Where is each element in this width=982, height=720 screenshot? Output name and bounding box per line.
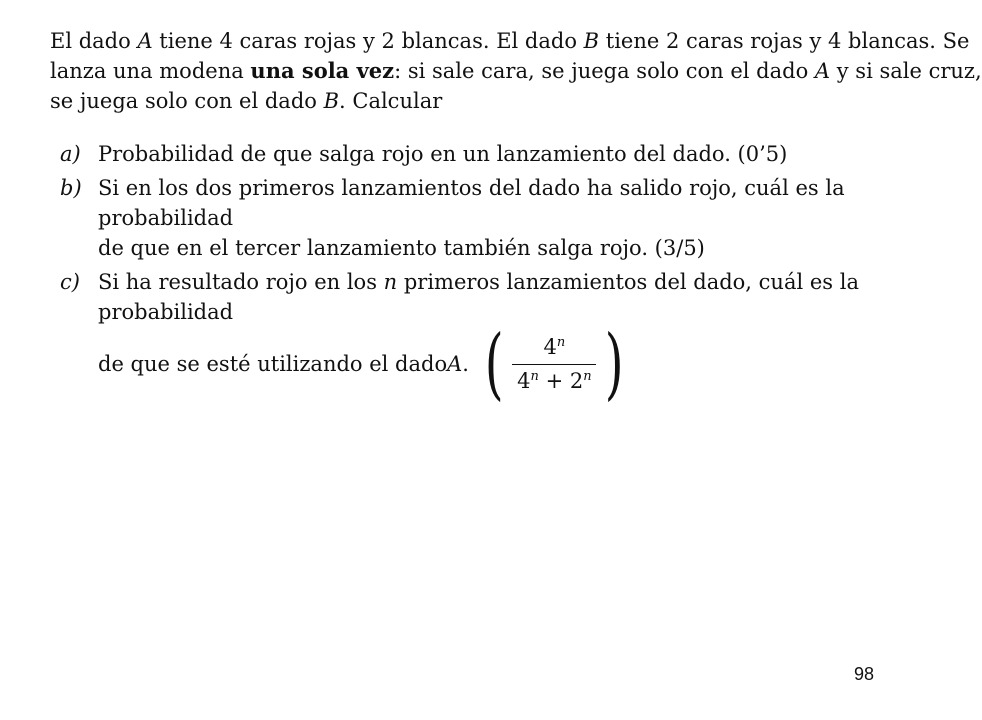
- question-text: .: [462, 352, 469, 376]
- n-variable: n: [383, 270, 398, 294]
- statement-text: lanza una modena: [50, 59, 251, 83]
- die-a-variable: A: [447, 352, 463, 376]
- question-text: primeros lanzamientos del dado, cuál es la probabilidad: [98, 270, 859, 324]
- question-text: Probabilidad de que salga rojo en un lanzamiento del dado. (0’5): [98, 142, 788, 166]
- die-b-variable: B: [323, 89, 340, 113]
- problem-statement: [50, 26, 982, 116]
- question-label: c): [60, 270, 80, 294]
- statement-text: y si sale cruz,: [830, 59, 982, 83]
- question-text-line-2: [98, 319, 905, 409]
- die-a-variable: A: [137, 29, 153, 53]
- statement-line-3: [50, 86, 905, 116]
- question-text-line-2: de que en el tercer lanzamiento también salga rojo. (3/5): [98, 236, 705, 260]
- denominator-base-1: 4: [517, 369, 531, 394]
- numerator-exponent: n: [556, 334, 566, 350]
- statement-text: . Calcular: [339, 89, 443, 113]
- statement-text: se juega solo con el dado: [50, 89, 324, 113]
- fraction-numerator: [544, 335, 566, 359]
- statement-text: tiene 2 caras rojas y 4 blancas. Se: [599, 29, 970, 53]
- question-text-line-1: [98, 267, 905, 327]
- denominator-exponent-2: n: [583, 369, 592, 385]
- question-text: Si ha resultado rojo en los: [98, 270, 384, 294]
- question-label: a): [60, 142, 81, 166]
- denominator-exponent-1: n: [530, 369, 539, 385]
- fraction-denominator: [517, 369, 591, 393]
- question-label: b): [60, 176, 82, 200]
- probability-formula: [479, 319, 630, 409]
- die-b-variable: B: [583, 29, 600, 53]
- die-a-variable: A: [814, 59, 831, 83]
- question-item-c: [60, 267, 905, 409]
- fraction-bar: [512, 364, 596, 366]
- question-list: [60, 139, 905, 409]
- statement-line-1: [50, 26, 970, 56]
- question-text-line-1: Si en los dos primeros lanzamientos del dado ha salido rojo, cuál es la probabilidad: [98, 176, 845, 230]
- statement-text: tiene 4 caras rojas y 2 blancas. El dado: [152, 29, 584, 53]
- denominator-operator: +: [538, 369, 570, 394]
- numerator-base: 4: [543, 334, 557, 359]
- question-item-a: [60, 139, 905, 169]
- emphasis-text: una sola vez: [250, 58, 395, 83]
- formula-fraction: [512, 335, 596, 394]
- statement-line-2: [50, 56, 982, 86]
- question-text: de que se esté utilizando el dado: [98, 352, 448, 376]
- page-number: 98: [854, 664, 875, 684]
- statement-text: : si sale cara, se juega solo con el dado: [394, 59, 815, 83]
- question-item-b: [60, 173, 905, 263]
- statement-text: El dado: [50, 29, 138, 53]
- denominator-base-2: 2: [569, 369, 584, 394]
- left-parenthesis: (: [484, 319, 504, 409]
- right-parenthesis: ): [605, 319, 625, 409]
